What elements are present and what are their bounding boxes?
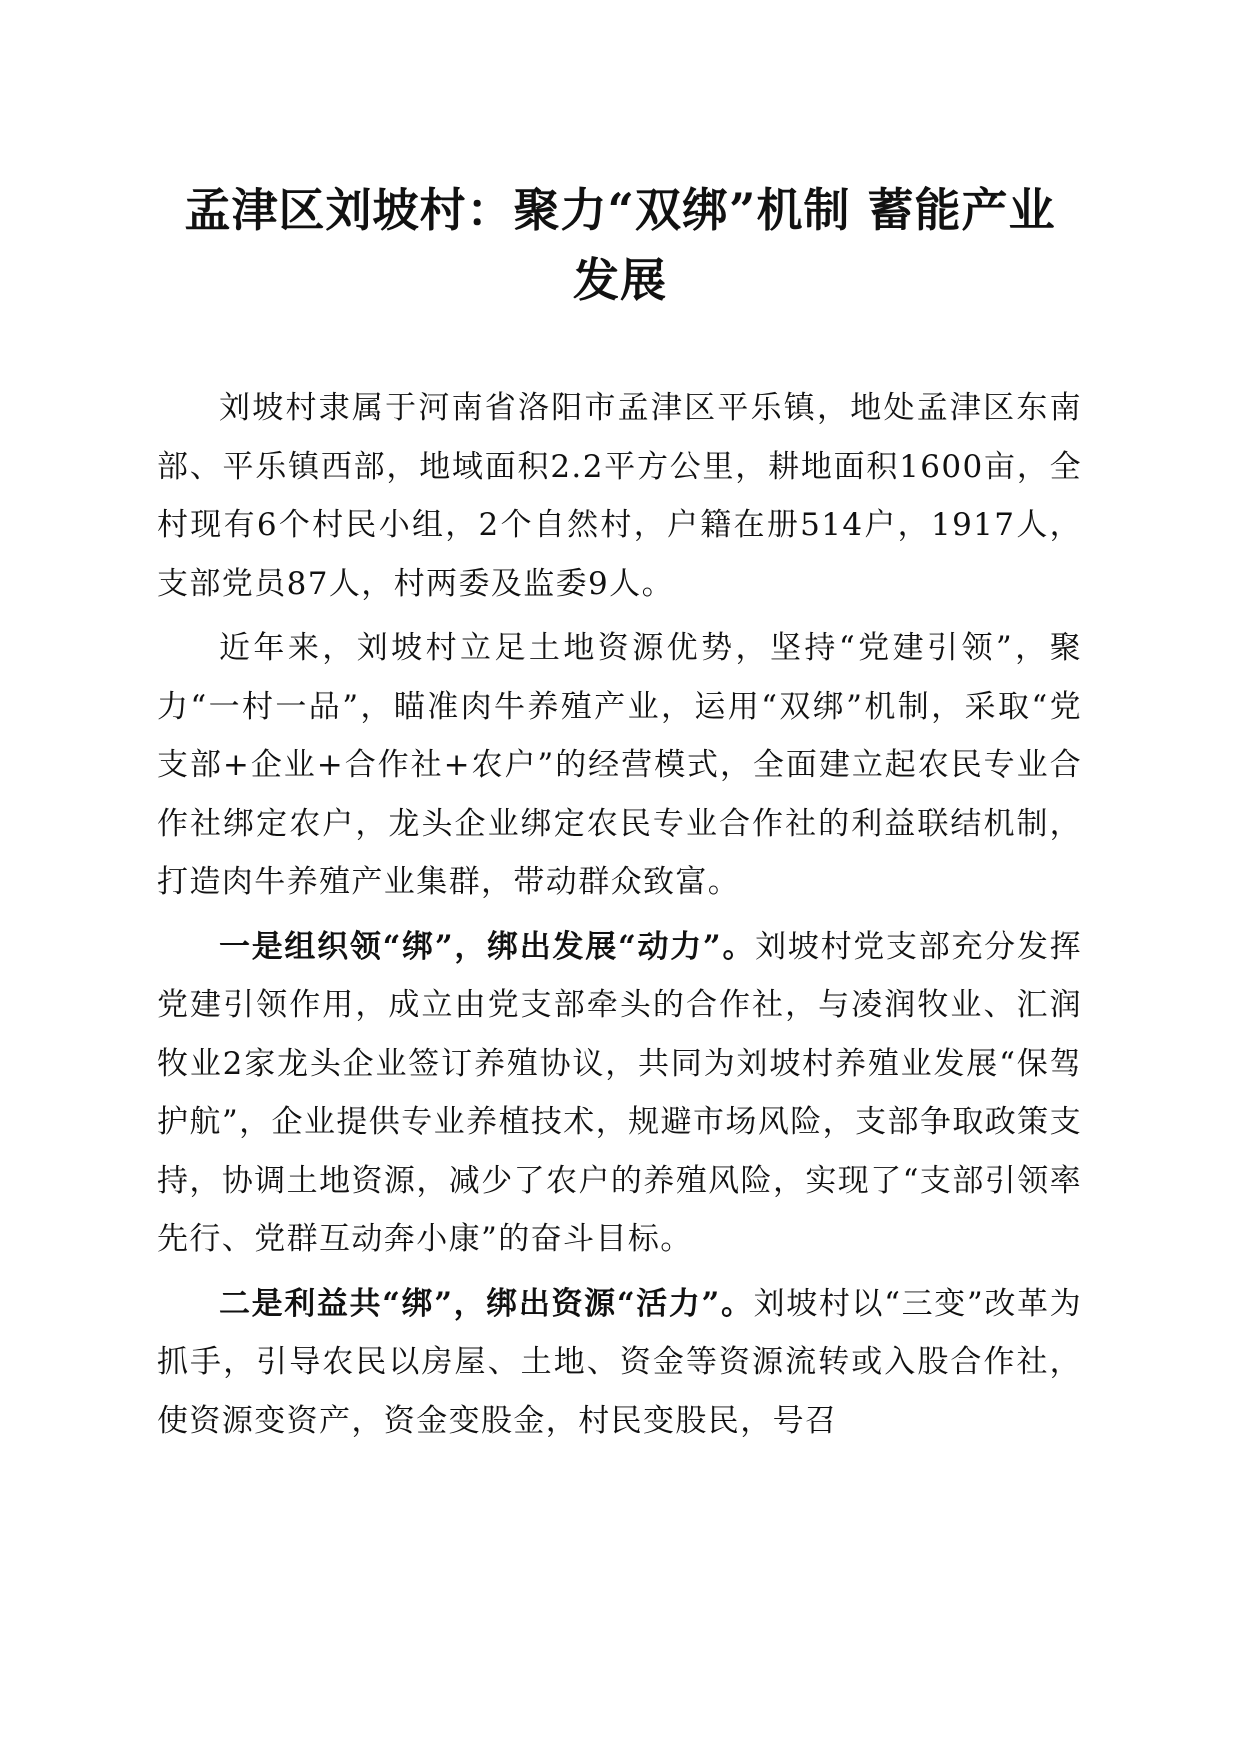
paragraph-text: 刘坡村隶属于河南省洛阳市孟津区平乐镇，地处孟津区东南部、平乐镇西部，地域面积2.2平方公里，耕地面积1600亩，全村现有6个村民小组，2个自然村，户籍在册514户，1917人，支部党员87人，村两委及监委9人。: [157, 390, 1082, 602]
title-line-1: 孟津区刘坡村：聚力“双绑”机制 蓄能产业: [184, 183, 1056, 237]
paragraph-organization: [157, 918, 1082, 1269]
paragraph-interest: [157, 1275, 1082, 1451]
document-title: [150, 175, 1090, 315]
paragraph-text: 刘坡村党支部充分发挥党建引领作用，成立由党支部牵头的合作社，与凌润牧业、汇润牧业2家龙头企业签订养殖协议，共同为刘坡村养殖业发展“保驾护航”，企业提供专业养植技术，规避市场风险，支部争取政策支持，协调土地资源，减少了农户的养殖风险，实现了“支部引领率先行、党群互动奔小康”的奋斗目标。: [157, 928, 1082, 1257]
paragraph-text: 近年来，刘坡村立足土地资源优势，坚持“党建引领”，聚力“一村一品”，瞄准肉牛养殖产业，运用“双绑”机制，采取“党支部+企业+合作社+农户”的经营模式，全面建立起农民专业合作社绑定农户，龙头企业绑定农民专业合作社的利益联结机制，打造肉牛养殖产业集群，带动群众致富。: [157, 630, 1082, 900]
paragraph-lead: 二是利益共“绑”，绑出资源“活力”。: [219, 1285, 754, 1322]
document-body: [157, 379, 1082, 1456]
paragraph-overview: [157, 619, 1082, 912]
paragraph-lead: 一是组织领“绑”，绑出发展“动力”。: [219, 928, 756, 965]
paragraph-text: 刘坡村以“三变”改革为抓手，引导农民以房屋、土地、资金等资源流转或入股合作社，使资源变资产，资金变股金，村民变股民，号召: [157, 1285, 1082, 1439]
title-line-2: 发展: [573, 253, 667, 307]
paragraph-intro: [157, 379, 1082, 613]
